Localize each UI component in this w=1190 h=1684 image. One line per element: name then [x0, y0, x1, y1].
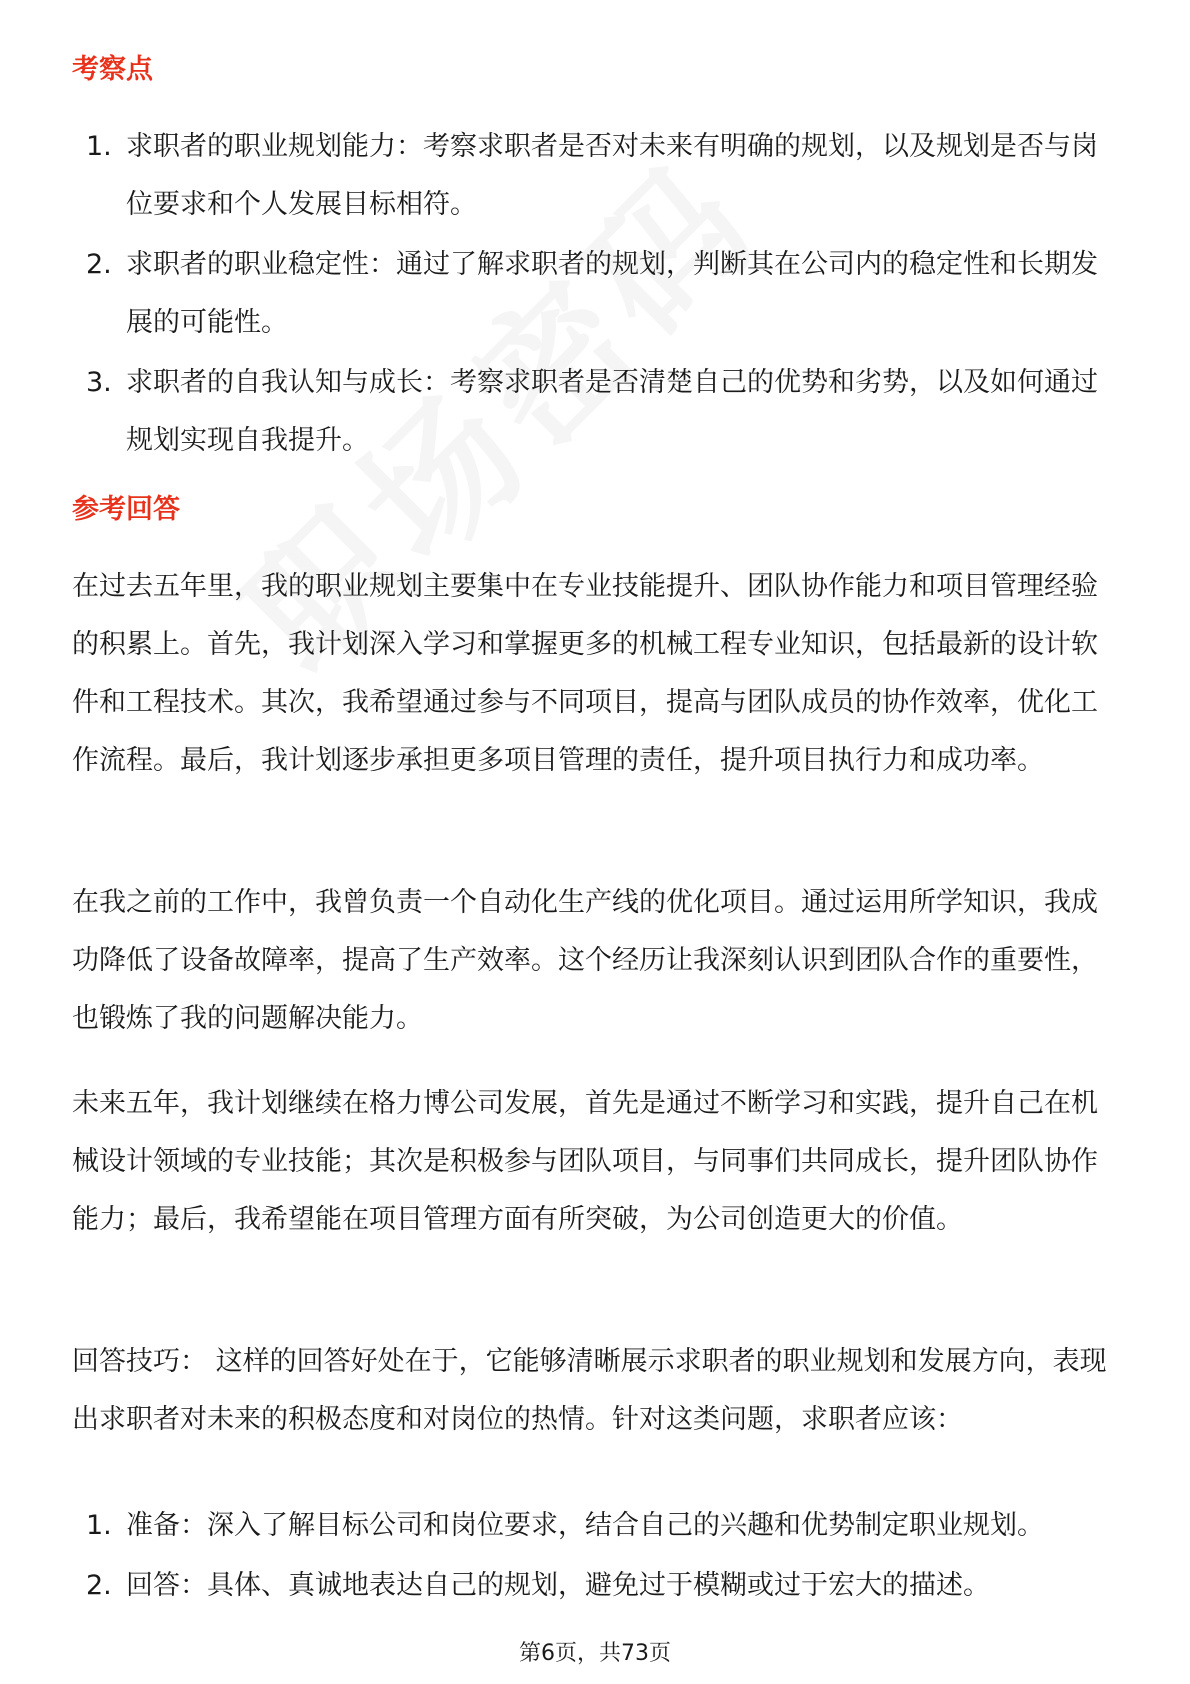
list-item-text: 求职者的职业规划能力：考察求职者是否对未来有明确的规划，以及规划是否与岗位要求和个人发展目标相符。: [126, 131, 1098, 220]
list-number: 2.: [86, 1570, 112, 1601]
list-item-text: 回答：具体、真诚地表达自己的规划，避免过于模糊或过于宏大的描述。: [126, 1570, 990, 1601]
section-title-kaocha: 考察点: [72, 54, 153, 85]
list-number: 1.: [86, 131, 112, 162]
list-item-text: 准备：深入了解目标公司和岗位要求，结合自己的兴趣和优势制定职业规划。: [126, 1510, 1044, 1541]
section-title-cankao: 参考回答: [72, 494, 180, 525]
answer-paragraph: 在我之前的工作中，我曾负责一个自动化生产线的优化项目。通过运用所学知识，我成功降低了设备故障率，提高了生产效率。这个经历让我深刻认识到团队合作的重要性，也锻炼了我的问题解决能力。: [72, 887, 1098, 1034]
list-item: [72, 1497, 1118, 1555]
list-item: [72, 1557, 1118, 1615]
list-number: 2.: [86, 249, 112, 280]
page-footer: 第6页，共73页: [519, 1641, 671, 1666]
answer-paragraph: 在过去五年里，我的职业规划主要集中在专业技能提升、团队协作能力和项目管理经验的积累上。首先，我计划深入学习和掌握更多的机械工程专业知识，包括最新的设计软件和工程技术。其次，我希望通过参与不同项目，提高与团队成员的协作效率，优化工作流程。最后，我计划逐步承担更多项目管理的责任，提升项目执行力和成功率。: [72, 571, 1098, 776]
answer-paragraph: 未来五年，我计划继续在格力博公司发展，首先是通过不断学习和实践，提升自己在机械设计领域的专业技能；其次是积极参与团队项目，与同事们共同成长，提升团队协作能力；最后，我希望能在项目管理方面有所突破，为公司创造更大的价值。: [72, 1088, 1098, 1235]
list-item-text: 求职者的职业稳定性：通过了解求职者的规划，判断其在公司内的稳定性和长期发展的可能性。: [126, 249, 1098, 338]
tips-paragraph: 回答技巧： 这样的回答好处在于，它能够清晰展示求职者的职业规划和发展方向，表现出求职者对未来的积极态度和对岗位的热情。针对这类问题，求职者应该：: [72, 1346, 1107, 1435]
list-number: 1.: [86, 1510, 112, 1541]
list-item-text: 求职者的自我认知与成长：考察求职者是否清楚自己的优势和劣势，以及如何通过规划实现自我提升。: [126, 367, 1098, 456]
list-item: [72, 354, 1118, 470]
points-list: [72, 118, 1118, 472]
list-number: 3.: [86, 367, 112, 398]
list-item: [72, 236, 1118, 352]
list-item: [72, 118, 1118, 234]
tips-list: [72, 1497, 1118, 1617]
